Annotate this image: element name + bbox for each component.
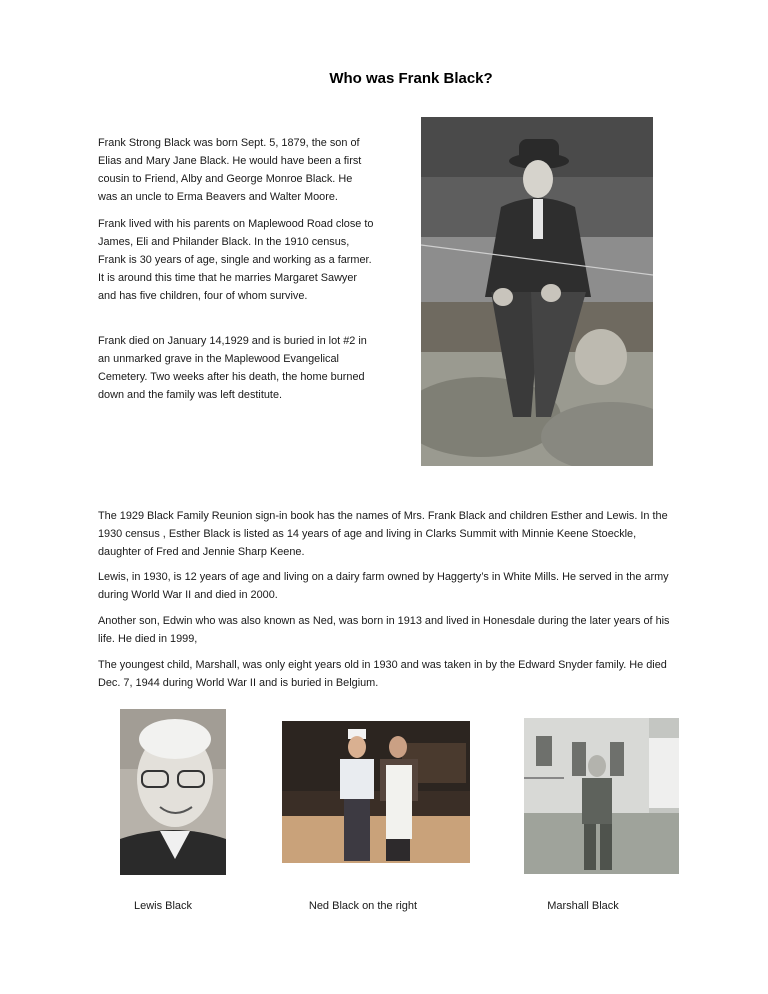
ned-black-photo [282, 721, 470, 863]
intro-paragraph-3: Frank died on January 14,1929 and is buried in lot #2 in an unmarked grave in the Maplewood Evangelical Cemetery. Two weeks after his death, the home burned down and the family was left destitute. [98, 335, 367, 401]
lewis-black-photo [120, 709, 226, 875]
ned-black-caption: Ned Black on the right [308, 900, 418, 912]
page-title: Who was Frank Black? [329, 70, 493, 87]
marshall-black-caption: Marshall Black [547, 900, 619, 912]
body-paragraph-1: The 1929 Black Family Reunion sign-in book has the names of Mrs. Frank Black and children Esther and Lewis. In the 1930 census , Esther Black is listed as 14 years of age and living in Clarks Summit with Minnie Keene Stoeckle, daughter of Fred and Jennie Sharp Keene. [98, 510, 668, 558]
lewis-black-caption: Lewis Black [133, 900, 193, 912]
frank-black-photo [421, 117, 653, 466]
intro-paragraph-1: Frank Strong Black was born Sept. 5, 1879, the son of Elias and Mary Jane Black. He would have been a first cousin to Friend, Alby and George Monroe Black. He was an uncle to Erma Beavers and Walter Moore. [98, 137, 362, 203]
intro-paragraph-2: Frank lived with his parents on Maplewood Road close to James, Eli and Philander Black. In the 1910 census, Frank is 30 years of age, single and working as a farmer. It is around this time that he marries Margaret Sawyer and has five children, four of whom survive. [98, 218, 374, 302]
body-paragraph-3: Another son, Edwin who was also known as Ned, was born in 1913 and lived in Honesdale during the later years of his life. He died in 1999, [98, 615, 670, 645]
body-paragraph-4: The youngest child, Marshall, was only eight years old in 1930 and was taken in by the Edward Snyder family. He died Dec. 7, 1944 during World War II and is buried in Belgium. [98, 659, 667, 689]
marshall-black-photo [524, 718, 679, 874]
body-paragraph-2: Lewis, in 1930, is 12 years of age and living on a dairy farm owned by Haggerty’s in White Mills. He served in the army during World War II and died in 2000. [98, 571, 669, 601]
